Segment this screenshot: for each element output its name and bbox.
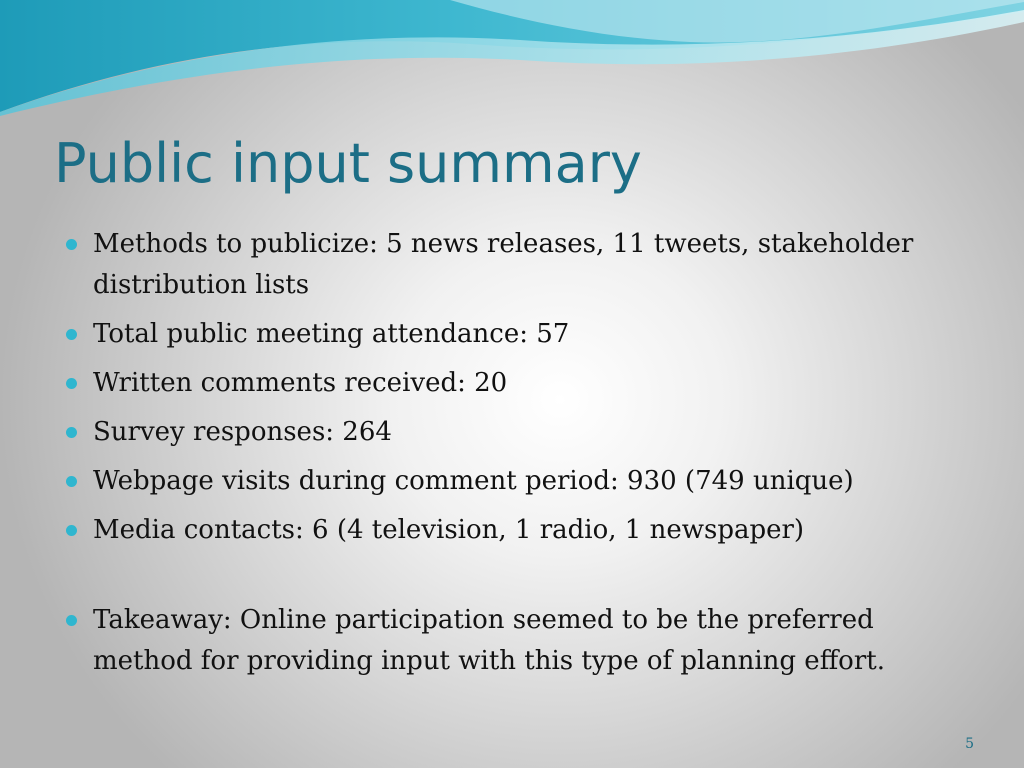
bullet-dot-icon	[66, 525, 77, 536]
bullet-text: Webpage visits during comment period: 930 (749 unique)	[93, 466, 854, 496]
bullet-text: Takeaway: Online participation seemed to be the preferred method for providing input with this type of planning effort.	[93, 605, 885, 676]
bullet-item-written-comments	[62, 363, 977, 404]
slide-title: Public input summary	[54, 132, 642, 195]
bullet-dot-icon	[66, 615, 77, 626]
bullet-item-webpage-visits	[62, 461, 977, 502]
bullet-list	[62, 224, 977, 690]
bullet-item-media-contacts	[62, 510, 977, 551]
wave-header-decoration	[0, 0, 1024, 120]
bullet-dot-icon	[66, 476, 77, 487]
bullet-dot-icon	[66, 427, 77, 438]
bullet-item-attendance	[62, 314, 977, 355]
bullet-item-survey-responses	[62, 412, 977, 453]
bullet-text: Methods to publicize: 5 news releases, 11 tweets, stakeholder distribution lists	[93, 229, 914, 300]
bullet-dot-icon	[66, 378, 77, 389]
bullet-item-takeaway	[62, 600, 977, 682]
bullet-dot-icon	[66, 239, 77, 250]
bullet-text: Written comments received: 20	[93, 368, 508, 398]
bullet-text: Media contacts: 6 (4 television, 1 radio, 1 newspaper)	[93, 515, 805, 545]
page-number: 5	[965, 736, 974, 752]
bullet-text: Survey responses: 264	[93, 417, 392, 447]
bullet-dot-icon	[66, 329, 77, 340]
bullet-item-methods	[62, 224, 977, 306]
bullet-text: Total public meeting attendance: 57	[93, 319, 570, 349]
